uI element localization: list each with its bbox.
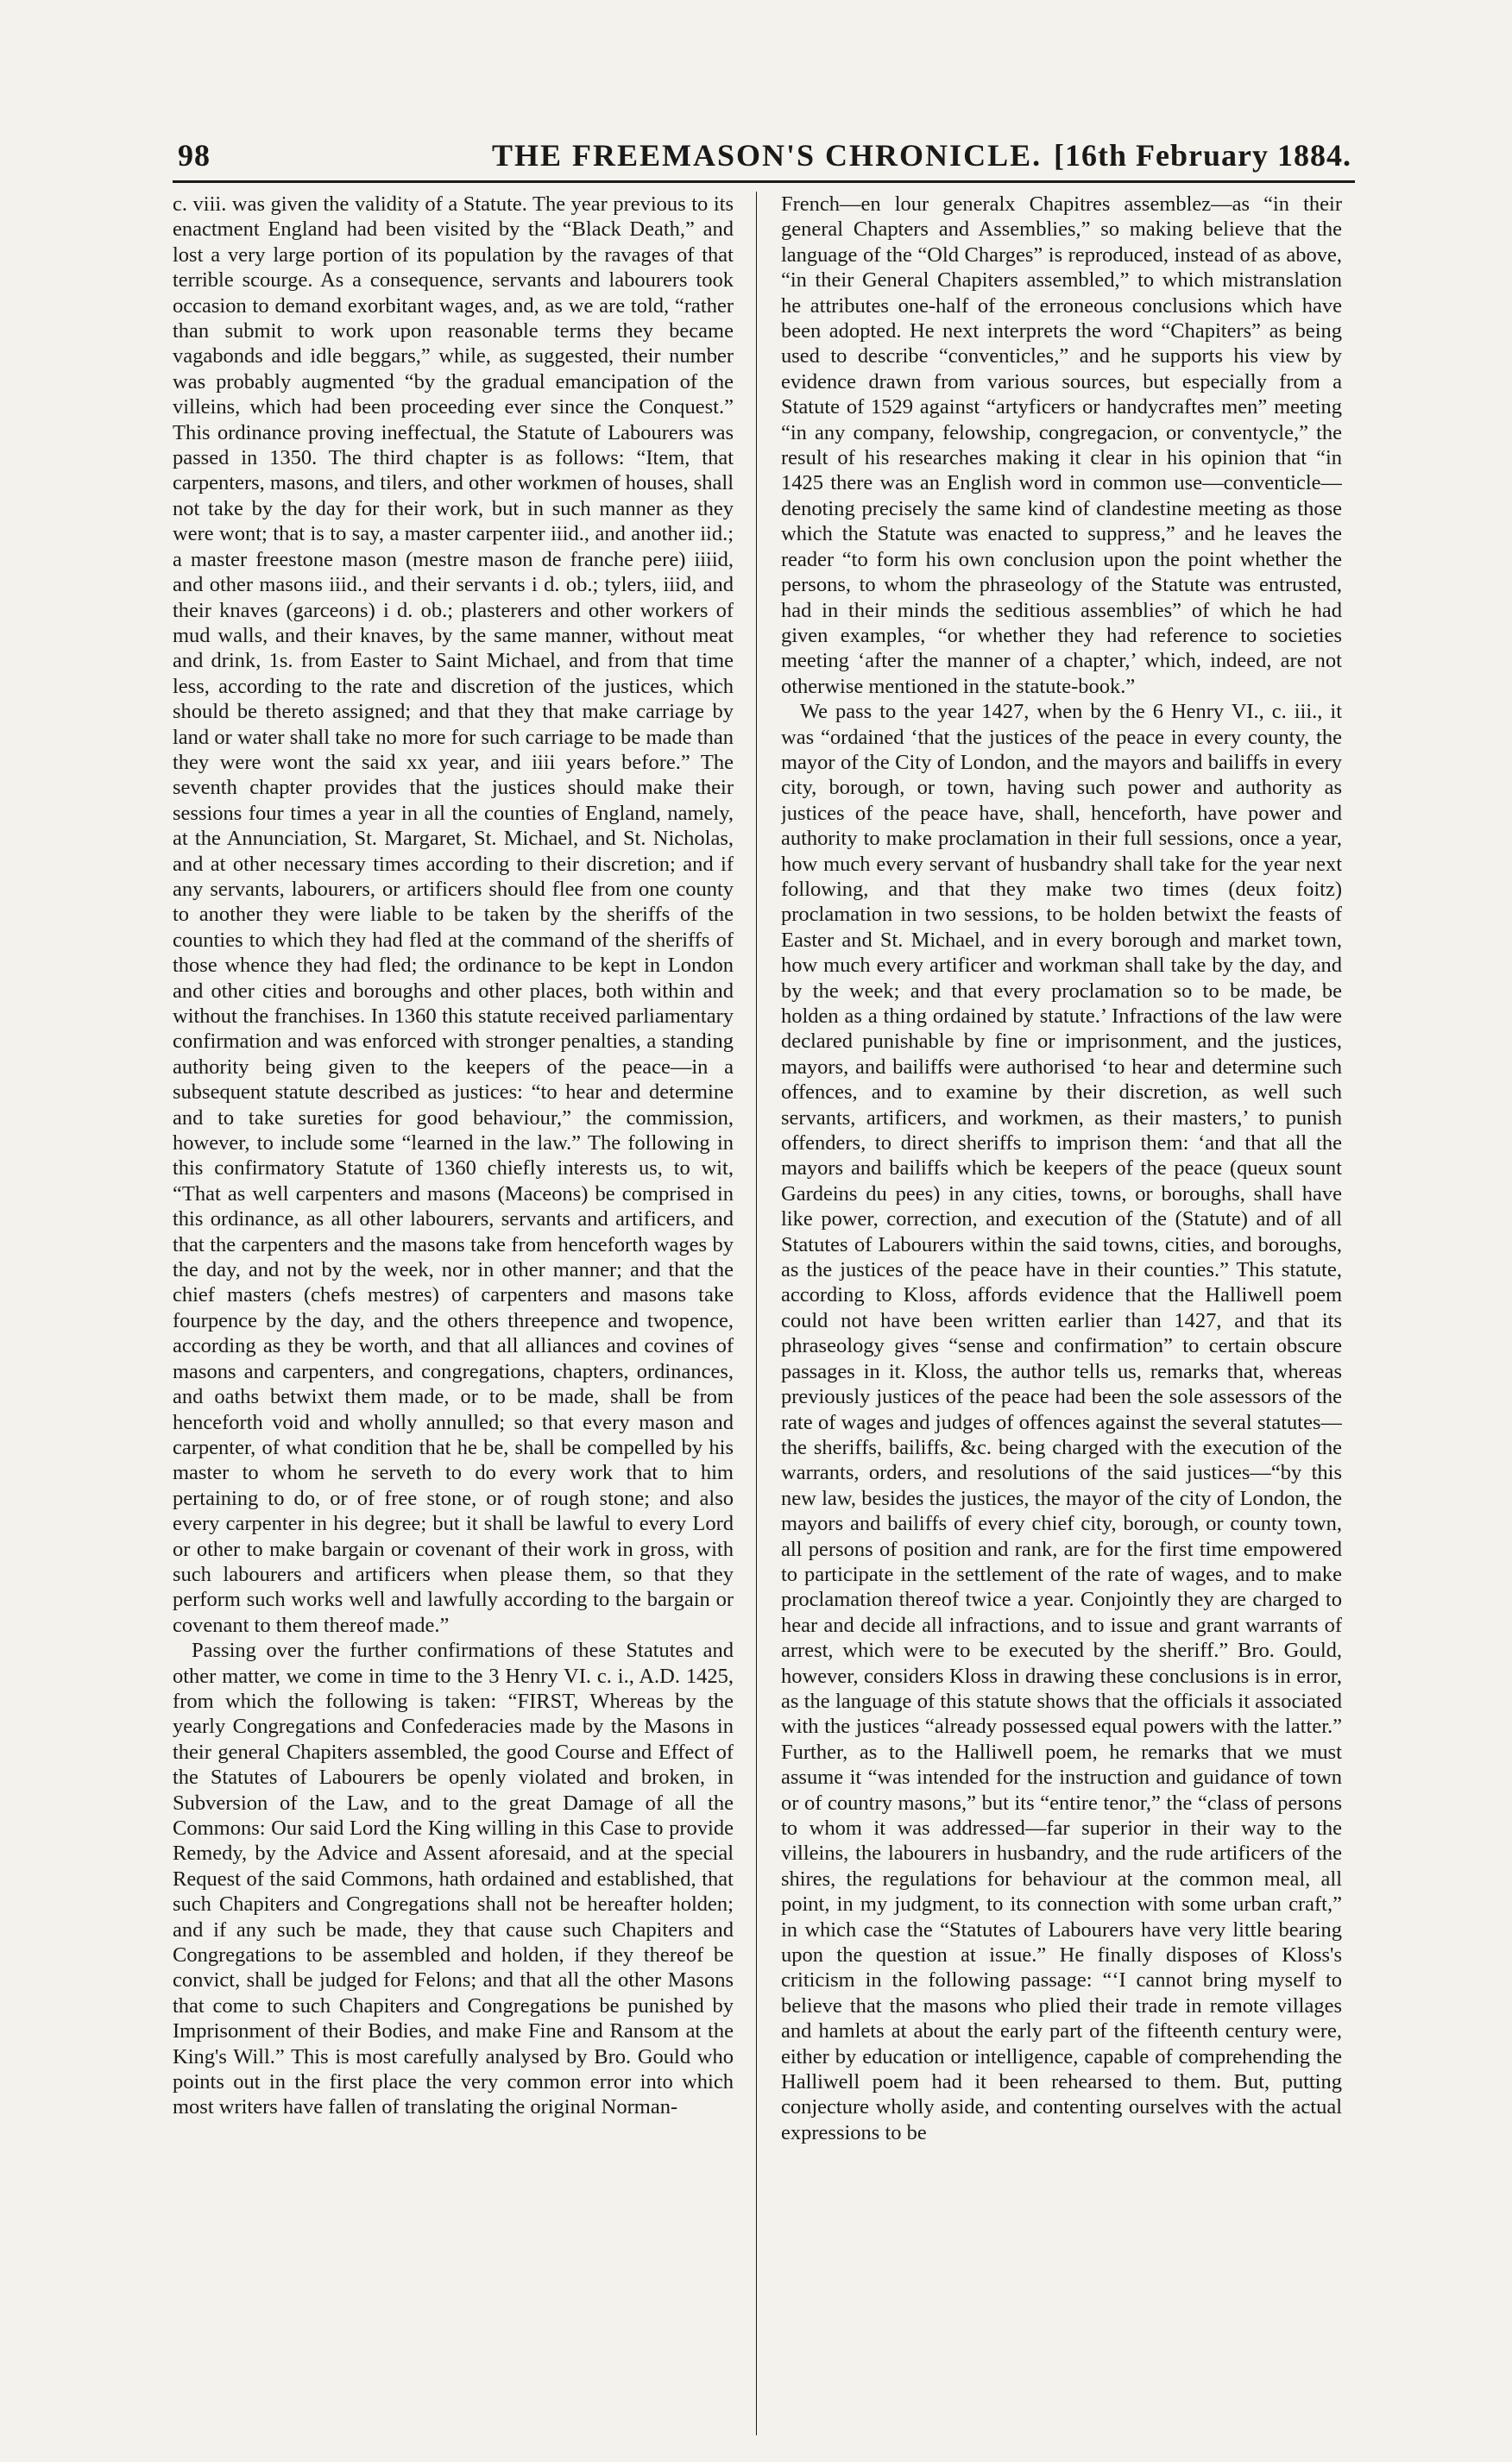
issue-date: [16th February 1884. [1054,138,1351,173]
right-paragraph-2: We pass to the year 1427, when by the 6 Henry VI., c. iii., it was “ordained ‘that the justices of the peace in every county, the mayor of the City of London, and the mayors and bailiffs in every city, borough, or town, having such power and authority as justices of the peace have, shall, henceforth, have power and authority to make proclamation in their full sessions, once a year, how much every servant of husbandry shall take for the year next following, and that they make two times (deux foitz) proclamation in two sessions, to be holden betwixt the feasts of Easter and St. Michael, and in every borough and market town, how much every artificer and workman shall take by the day, and by the week; and that every proclamation so to be made, be holden as a thing ordained by statute.’ Infractions of the law were declared punishable by fine or imprisonment, and the justices, mayors, and bailiffs were authorised ‘to hear and determine such offences, and to examine by their discretion, as well such servants, artificers, and workmen, as their masters,’ to punish offenders, to direct sheriffs to imprison them: ‘and that all the mayors and bailiffs which be keepers of the peace (queux sount Gardeins du pees) in any cities, towns, or boroughs, shall have like power, correction, and execution of the (Statute) and of all Statutes of Labourers within the said towns, cities, and boroughs, as the justices of the peace have in their counties.” This statute, according to Kloss, affords evidence that the Halliwell poem could not have been written earlier than 1427, and that its phraseology gives “sense and confirmation” to certain obscure passages in it. Kloss, the author tells us, remarks that, whereas previously justices of the peace had been the sole assessors of the rate of wages and judges of offences against the several statutes—the sheriffs, bailiffs, &c. being charged with the execution of the warrants, orders, and resolutions of the said justices—“by this new law, besides the justices, the mayor of the city of London, the mayors and bailiffs of every chief city, borough, or county town, all persons of position and rank, are for the first time empowered to participate in the settlement of the rate of wages, and to make proclamation thereof twice a year. Conjointly they are charged to hear and decide all infractions, and to issue and grant warrants of arrest, which were to be executed by the sheriff.” Bro. Gould, however, considers Kloss in drawing these conclusions is in error, as the language of this statute shows that the officials it associated with the justices “already possessed equal powers with the latter.” Further, as to the Halliwell poem, he remarks that we must assume it “was intended for the instruction and guidance of town or of country masons,” but its “entire tenor,” the “class of persons to whom it was addressed—far superior in their way to the villeins, the labourers in husbandry, and the rude artificers of the shires, the regulations for behaviour at the common meal, all point, in my judgment, to its connection with some urban craft,” in which case the “Statutes of Labourers have very little bearing upon the question at issue.” He finally disposes of Kloss's criticism in the following passage: “‘I cannot bring myself to believe that the masons who plied their trade in remote villages and hamlets at about the early part of the fifteenth century were, either by education or intelligence, capable of comprehending the Halliwell poem had it been rehearsed to them. But, putting conjecture wholly aside, and contenting ourselves with the actual expressions to be [781,700,1342,2144]
right-paragraph-1: French—en lour generalx Chapitres assemblez—as “in their general Chapters and Assemblies,” so making believe that the language of the “Old Charges” is reproduced, instead of as above, “in their General Chapiters assembled,” to which mistranslation he attributes one-half of the erroneous conclusions which have been adopted. He next interprets the word “Chapiters” as being used to describe “conventicles,” and he supports his view by evidence drawn from various sources, but especially from a Statute of 1529 against “artyficers or handycraftes men” meeting “in any company, felowship, congregacion, or conventycle,” the result of his researches making it clear in his opinion that “in 1425 there was an English word in common use—conventicle—denoting precisely the same kind of clandestine meeting as those which the Statute was enacted to suppress,” and he leaves the reader “to form his own conclusion upon the point whether the persons, to whom the phraseology of the Statute was entrusted, had in their minds the seditious assemblies” of which he had given examples, “or whether they had reference to societies meeting ‘after the manner of a chapter,’ which, indeed, are not otherwise mentioned in the statute-book.” [781,192,1342,698]
left-paragraph-2: Passing over the further confirmations of these Statutes and other matter, we come in time to the 3 Henry VI. c. i., A.D. 1425, from which the following is taken: “FIRST, Whereas by the yearly Congregations and Confederacies made by the Masons in their general Chapiters assembled, the good Course and Effect of the Statutes of Labourers be openly violated and broken, in Subversion of the Law, and to the great Damage of all the Commons: Our said Lord the King willing in this Case to provide Remedy, by the Advice and Assent aforesaid, and at the special Request of the said Commons, hath ordained and established, that such Chapiters and Congregations shall not be hereafter holden; and if any such be made, they that cause such Chapiters and Congregations to be assembled and holden, if they thereof be convict, shall be judged for Felons; and that all the other Masons that come to such Chapiters and Congregations be punished by Imprisonment of their Bodies, and make Fine and Ransom at the King's Will.” This is most carefully analysed by Bro. Gould who points out in the first place the very common error into which most writers have fallen of translating the original Norman- [173,1639,734,2119]
left-column [173,192,734,2435]
page-number: 98 [178,138,211,173]
page-header [173,134,1355,183]
left-paragraph-1: c. viii. was given the validity of a Statute. The year previous to its enactment England had been visited by the “Black Death,” and lost a very large portion of its population by the ravages of that terrible scourge. As a consequence, servants and labourers took occasion to demand exorbitant wages, and, as we are told, “rather than submit to work upon reasonable terms they became vagabonds and idle beggars,” while, as suggested, their number was probably augmented “by the gradual emancipation of the villeins, which had been proceeding ever since the Conquest.” This ordinance proving ineffectual, the Statute of Labourers was passed in 1350. The third chapter is as follows: “Item, that carpenters, masons, and tilers, and other workmen of houses, shall not take by the day for their work, but in such manner as they were wont; that is to say, a master carpenter iiid., and another iid.; a master freestone mason (mestre mason de franche pere) iiiid, and other masons iiid., and their servants i d. ob.; tylers, iiid, and their knaves (garceons) i d. ob.; plasterers and other workers of mud walls, and their knaves, by the same manner, without meat and drink, 1s. from Easter to Saint Michael, and from that time less, according to the rate and discretion of the justices, which should be thereto assigned; and that they that make carriage by land or water shall take no more for such carriage to be made than they were wont the said xx year, and iiii years before.” The seventh chapter provides that the justices should make their sessions four times a year in all the counties of England, namely, at the Annunciation, St. Margaret, St. Michael, and St. Nicholas, and at other necessary times according to their discretion; and if any servants, labourers, or artificers should flee from one county to another they were liable to be taken by the sheriffs of the counties to which they had fled at the command of the sheriffs of those whence they had fled; the ordinance to be kept in London and other cities and boroughs and other places, both within and without the franchises. In 1360 this statute received parliamentary confirmation and was enforced with stronger penalties, a standing authority being given to the keepers of the peace—in a subsequent statute described as justices: “to hear and determine and to take sureties for good behaviour,” the commission, however, to include some “learned in the law.” The following in this confirmatory Statute of 1360 chiefly interests us, to wit, “That as well carpenters and masons (Maceons) be comprised in this ordinance, as all other labourers, servants and artificers, and that the carpenters and the masons take from henceforth wages by the day, and not by the week, nor in other manner; and that the chief masters (chefs mestres) of carpenters and masons take fourpence by the day, and the others threepence and twopence, according as they be worth, and that all alliances and covines of masons and carpenters, and congregations, chapters, ordinances, and oaths betwixt them made, or to be made, shall be from henceforth void and wholly annulled; so that every mason and carpenter, of what condition that he be, shall be compelled by his master to whom he serveth to do every work that to him pertaining to do, or of free stone, or of rough stone; and also every carpenter in his degree; but it shall be lawful to every Lord or other to make bargain or covenant of their work in gross, with such labourers and artificers when please them, so that they perform such works well and lawfully according to the bargain or covenant to them thereof made.” [173,192,734,1637]
masthead-title: THE FREEMASON'S CHRONICLE. [492,138,1043,173]
column-divider [756,192,757,2435]
right-column [781,192,1342,2435]
